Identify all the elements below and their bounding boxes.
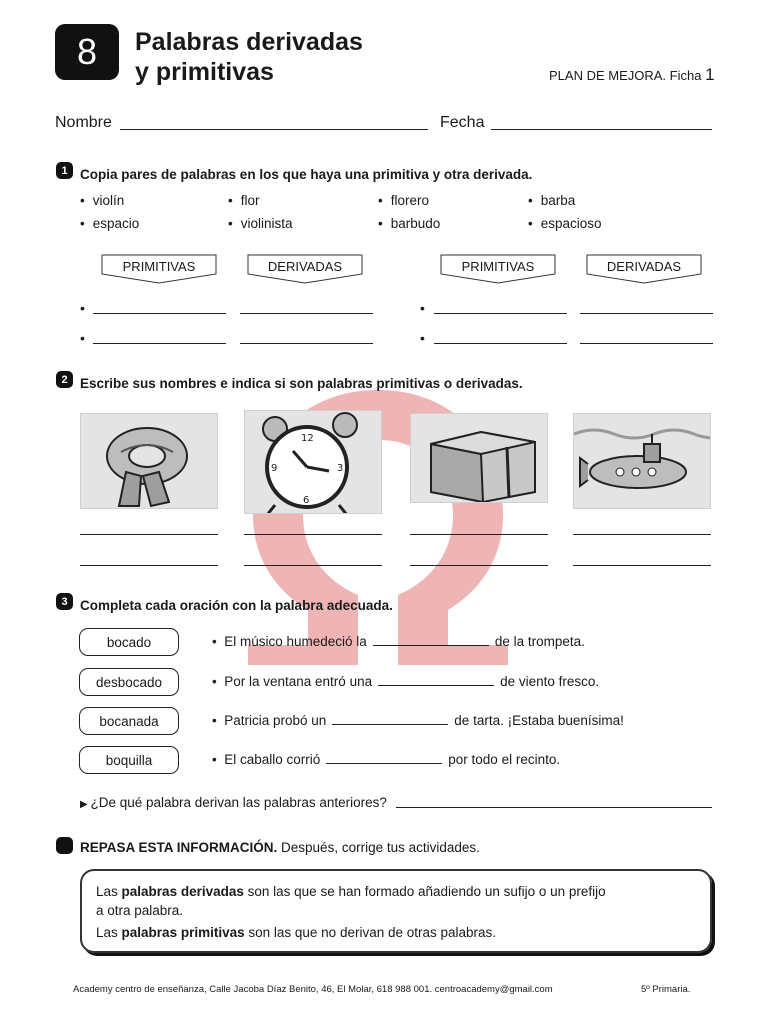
sentence-2 [212, 674, 599, 689]
info-text: Las [96, 925, 118, 940]
title-line-2: y primitivas [135, 58, 274, 86]
bullet: • [80, 330, 85, 346]
answer-line[interactable] [573, 565, 711, 566]
bullet: • [212, 713, 225, 728]
word-item: • espacio [80, 216, 139, 231]
ficha-number: 1 [705, 65, 715, 84]
bullet: • [212, 752, 225, 767]
exercise-3-badge: 3 [56, 593, 73, 610]
primitivas-tag [440, 254, 556, 284]
sentence-text: de tarta. ¡Estaba buenísima! [454, 713, 624, 728]
answer-line[interactable] [580, 313, 713, 314]
unit-number-badge: 8 [55, 24, 119, 80]
review-subtitle: Después, corrige tus actividades. [281, 840, 480, 855]
answer-line[interactable] [410, 534, 548, 535]
answer-line[interactable] [396, 807, 712, 808]
derivadas-tag-label: DERIVADAS [267, 259, 343, 274]
blank-field[interactable] [373, 634, 489, 646]
bullet: • [212, 674, 225, 689]
bullet: • [212, 634, 225, 649]
name-label: Nombre [55, 114, 112, 131]
svg-text:6: 6 [303, 495, 310, 506]
answer-line[interactable] [244, 534, 382, 535]
word-option: bocado [79, 628, 179, 656]
arrow-right-icon: ▶ [80, 799, 91, 810]
review-icon [56, 837, 73, 854]
review-heading [80, 840, 480, 855]
svg-text:3: 3 [337, 463, 344, 474]
blank-field[interactable] [326, 752, 442, 764]
exercise-1-badge: 1 [56, 162, 73, 179]
footer-grade: 5º Primaria. [641, 984, 691, 995]
info-text: Las [96, 884, 118, 899]
primitivas-tag-label: PRIMITIVAS [461, 259, 535, 274]
info-box [80, 869, 712, 953]
footer-address: Academy centro de enseñanza, Calle Jacoba Díaz Benito, 46, El Molar, 618 988 001. centroacademy@gmail.com [73, 984, 553, 995]
answer-line[interactable] [93, 343, 226, 344]
sentence-text: por todo el recinto. [448, 752, 561, 767]
submarine-image [573, 413, 711, 509]
answer-line[interactable] [410, 565, 548, 566]
bullet: • [420, 330, 425, 346]
answer-line[interactable] [80, 565, 218, 566]
sentence-3 [212, 713, 624, 728]
derivadas-tag [247, 254, 363, 284]
sentence-text: de la trompeta. [494, 634, 585, 649]
word-item: • flor [228, 193, 260, 208]
plan-label [549, 65, 715, 85]
box-image [410, 413, 548, 503]
info-line [96, 923, 696, 942]
bullet: • [80, 300, 85, 316]
info-line [96, 882, 696, 901]
svg-text:12: 12 [301, 433, 314, 444]
answer-line[interactable] [573, 534, 711, 535]
svg-text:9: 9 [271, 463, 278, 474]
info-text: son las que no derivan de otras palabras. [248, 925, 497, 940]
blank-field[interactable] [332, 713, 448, 725]
answer-line[interactable] [80, 534, 218, 535]
answer-line[interactable] [240, 313, 373, 314]
word-item: • barbudo [378, 216, 440, 231]
review-title: REPASA ESTA INFORMACIÓN. [80, 840, 278, 855]
question-text: ¿De qué palabra derivan las palabras anteriores? [90, 795, 387, 810]
answer-line[interactable] [434, 313, 567, 314]
page-title [135, 27, 363, 87]
exercise-2-badge: 2 [56, 371, 73, 388]
word-option: boquilla [79, 746, 179, 774]
info-text: son las que se han formado añadiendo un sufijo o un prefijo [247, 884, 606, 899]
sentence-text: de viento fresco. [500, 674, 600, 689]
title-line-1: Palabras derivadas [135, 28, 363, 56]
answer-line[interactable] [434, 343, 567, 344]
blank-field[interactable] [378, 674, 494, 686]
word-item: • barba [528, 193, 575, 208]
exercise-1-instruction: Copia pares de palabras en los que haya una primitiva y otra derivada. [80, 167, 533, 182]
sentence-text: El músico humedeció la [224, 634, 367, 649]
answer-line[interactable] [240, 343, 373, 344]
info-line: a otra palabra. [96, 903, 184, 918]
sentence-text: El caballo corrió [224, 752, 321, 767]
question-line [80, 795, 387, 810]
date-label: Fecha [440, 114, 485, 131]
sentence-1 [212, 634, 585, 649]
answer-line[interactable] [580, 343, 713, 344]
answer-line[interactable] [93, 313, 226, 314]
word-item: • violín [80, 193, 124, 208]
alarm-clock-image [244, 410, 382, 514]
scarf-image [80, 413, 218, 509]
info-bold: palabras primitivas [121, 925, 245, 940]
sentence-text: Por la ventana entró una [224, 674, 373, 689]
sentence-4 [212, 752, 560, 767]
word-item: • florero [378, 193, 429, 208]
info-bold: palabras derivadas [121, 884, 244, 899]
answer-line[interactable] [244, 565, 382, 566]
sentence-text: Patricia probó un [224, 713, 327, 728]
exercise-2-instruction: Escribe sus nombres e indica si son palabras primitivas o derivadas. [80, 376, 523, 391]
derivadas-tag [586, 254, 702, 284]
word-option: bocanada [79, 707, 179, 735]
plan-text: PLAN DE MEJORA. Ficha [549, 68, 702, 83]
word-option: desbocado [79, 668, 179, 696]
exercise-3-instruction: Completa cada oración con la palabra adecuada. [80, 598, 393, 613]
word-item: • violinista [228, 216, 293, 231]
date-field[interactable] [491, 129, 712, 130]
word-item: • espacioso [528, 216, 602, 231]
bullet: • [420, 300, 425, 316]
primitivas-tag-label: PRIMITIVAS [122, 259, 196, 274]
primitivas-tag [101, 254, 217, 284]
derivadas-tag-label: DERIVADAS [606, 259, 682, 274]
name-field[interactable] [120, 129, 428, 130]
